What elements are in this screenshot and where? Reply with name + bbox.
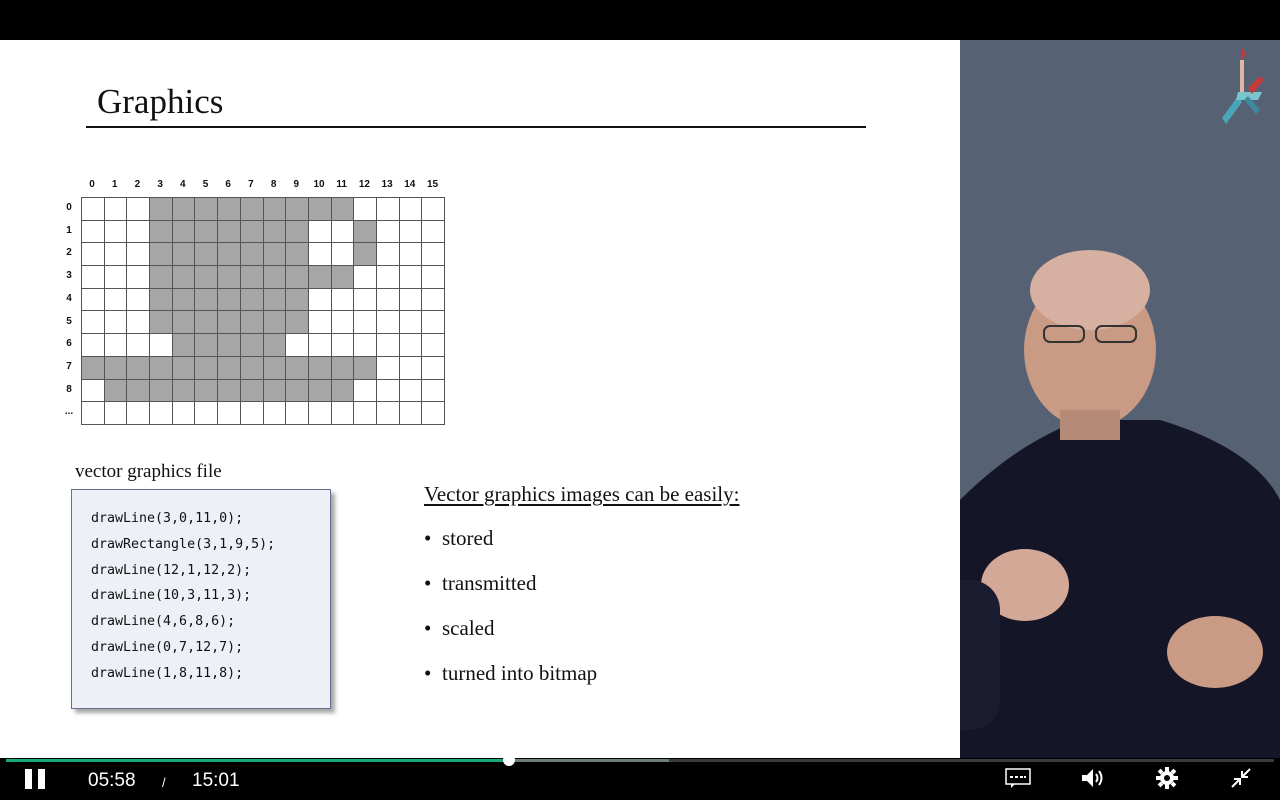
- grid-cell: [127, 198, 150, 221]
- grid-cell: [150, 334, 173, 357]
- presenter-video: [960, 40, 1280, 758]
- grid-cell: [309, 311, 332, 334]
- grid-cell: [127, 402, 150, 425]
- grid-cell: [377, 243, 400, 266]
- grid-cell: [105, 266, 128, 289]
- bullet-item: • transmitted: [424, 571, 537, 595]
- grid-cell: [173, 334, 196, 357]
- vector-code-box: [71, 489, 331, 709]
- grid-cell: [241, 402, 264, 425]
- grid-cell: [286, 289, 309, 312]
- grid-cell: [150, 266, 173, 289]
- grid-cell: [422, 289, 445, 312]
- grid-cell: [422, 311, 445, 334]
- presenter-figure: [960, 250, 1280, 758]
- grid-cell: [218, 243, 241, 266]
- grid-cell: [195, 198, 218, 221]
- grid-cell: [195, 380, 218, 403]
- grid-cell: [105, 221, 128, 244]
- grid-cell: [127, 380, 150, 403]
- bullet-text: stored: [442, 526, 494, 550]
- grid-cell: [173, 289, 196, 312]
- grid-cell: [195, 266, 218, 289]
- grid-cell: [82, 334, 105, 357]
- logo-icon: [1222, 48, 1264, 124]
- grid-cell: [400, 198, 423, 221]
- grid-cell: [150, 198, 173, 221]
- vector-heading: Vector graphics images can be easily:: [424, 482, 740, 506]
- grid-cell: [400, 380, 423, 403]
- progress-played: [6, 759, 509, 762]
- grid-cell: [264, 402, 287, 425]
- grid-row-label: ...: [64, 406, 74, 418]
- grid-cell: [218, 266, 241, 289]
- bullet-item: • stored: [424, 526, 494, 550]
- grid-column-label: 11: [336, 179, 347, 190]
- grid-cell: [82, 266, 105, 289]
- settings-icon[interactable]: [1155, 766, 1179, 790]
- exit-fullscreen-icon[interactable]: [1230, 767, 1252, 789]
- grid-cell: [422, 402, 445, 425]
- grid-column-label: 7: [248, 179, 254, 190]
- grid-cell: [400, 221, 423, 244]
- grid-cell: [309, 402, 332, 425]
- grid-cell: [422, 198, 445, 221]
- grid-cell: [286, 266, 309, 289]
- grid-cell: [150, 289, 173, 312]
- grid-cell: [241, 243, 264, 266]
- grid-cell: [173, 311, 196, 334]
- grid-column-label: 0: [89, 179, 95, 190]
- grid-cell: [354, 221, 377, 244]
- grid-row-label: 0: [66, 202, 72, 213]
- grid-cell: [173, 357, 196, 380]
- grid-cell: [309, 334, 332, 357]
- grid-cell: [286, 380, 309, 403]
- grid-cell: [195, 243, 218, 266]
- grid-row-label: 1: [66, 224, 72, 236]
- grid-cell: [218, 221, 241, 244]
- grid-cell: [332, 198, 355, 221]
- code-line: drawLine(4,6,8,6);: [91, 614, 236, 630]
- slide-title: Graphics: [97, 82, 224, 121]
- grid-cell: [127, 357, 150, 380]
- grid-cell: [241, 198, 264, 221]
- grid-cell: [127, 221, 150, 244]
- grid-column-label: 13: [381, 179, 393, 190]
- grid-cell: [422, 380, 445, 403]
- code-line: drawLine(3,0,11,0);: [91, 511, 244, 526]
- grid-cell: [264, 357, 287, 380]
- grid-cell: [241, 221, 264, 244]
- bullet-item: • turned into bitmap: [424, 661, 598, 685]
- time-separator: /: [162, 775, 166, 790]
- grid-cell: [105, 243, 128, 266]
- grid-cell: [377, 198, 400, 221]
- grid-cell: [195, 334, 218, 357]
- grid-cell: [377, 380, 400, 403]
- grid-row-label: 2: [66, 247, 72, 259]
- grid-cell: [82, 198, 105, 221]
- grid-cell: [354, 243, 377, 266]
- grid-cell: [173, 243, 196, 266]
- grid-cell: [286, 334, 309, 357]
- grid-cell: [309, 357, 332, 380]
- grid-cell: [264, 289, 287, 312]
- grid-cell: [195, 311, 218, 334]
- grid-cell: [332, 311, 355, 334]
- duration: 15:01: [192, 770, 240, 791]
- grid-cell: [195, 402, 218, 425]
- grid-cell: [422, 243, 445, 266]
- bullet-text: scaled: [442, 616, 495, 640]
- grid-cell: [218, 311, 241, 334]
- grid-column-label: 8: [270, 179, 277, 190]
- bitmap-grid: [81, 197, 445, 425]
- grid-cell: [264, 243, 287, 266]
- grid-cell: [354, 357, 377, 380]
- grid-cell: [241, 289, 264, 312]
- grid-cell: [241, 357, 264, 380]
- grid-column-label: 2: [134, 179, 141, 190]
- grid-row-label: 6: [66, 338, 72, 350]
- grid-column-label: 10: [313, 179, 325, 190]
- grid-cell: [218, 198, 241, 221]
- grid-cell: [105, 334, 128, 357]
- grid-cell: [218, 380, 241, 403]
- grid-cell: [354, 198, 377, 221]
- grid-row-label: 8: [66, 383, 72, 395]
- grid-cell: [400, 402, 423, 425]
- grid-cell: [354, 334, 377, 357]
- bullet-text: turned into bitmap: [442, 661, 598, 685]
- grid-cell: [82, 221, 105, 244]
- grid-cell: [286, 221, 309, 244]
- grid-cell: [286, 243, 309, 266]
- grid-cell: [332, 243, 355, 266]
- grid-cell: [82, 289, 105, 312]
- grid-column-label: 12: [358, 179, 370, 190]
- grid-cell: [105, 311, 128, 334]
- grid-cell: [105, 357, 128, 380]
- grid-cell: [127, 311, 150, 334]
- grid-cell: [377, 357, 400, 380]
- grid-cell: [286, 311, 309, 334]
- grid-column-label: 6: [225, 179, 231, 190]
- grid-cell: [150, 243, 173, 266]
- grid-cell: [264, 334, 287, 357]
- grid-column-label: 3: [157, 179, 163, 190]
- grid-cell: [150, 380, 173, 403]
- current-time: 05:58: [88, 770, 136, 791]
- grid-cell: [377, 289, 400, 312]
- grid-cell: [309, 289, 332, 312]
- presenter-panel: [960, 40, 1280, 758]
- grid-column-label: 1: [111, 179, 118, 190]
- grid-cell: [400, 334, 423, 357]
- grid-cell: [377, 311, 400, 334]
- grid-cell: [422, 266, 445, 289]
- grid-cell: [377, 334, 400, 357]
- bullet-item: • scaled: [424, 616, 495, 640]
- grid-cell: [218, 402, 241, 425]
- grid-cell: [195, 221, 218, 244]
- grid-cell: [332, 266, 355, 289]
- grid-cell: [400, 266, 423, 289]
- grid-column-label: 5: [202, 179, 209, 190]
- grid-row-label: 4: [66, 292, 72, 304]
- grid-cell: [150, 402, 173, 425]
- grid-cell: [309, 266, 332, 289]
- grid-column-label: 9: [293, 179, 300, 190]
- code-line: drawLine(0,7,12,7);: [91, 639, 244, 655]
- grid-cell: [150, 221, 173, 244]
- grid-cell: [400, 289, 423, 312]
- grid-row-label: 5: [66, 315, 72, 327]
- grid-cell: [332, 334, 355, 357]
- grid-cell: [400, 357, 423, 380]
- captions-icon[interactable]: [1005, 768, 1031, 788]
- grid-cell: [354, 266, 377, 289]
- grid-cell: [218, 289, 241, 312]
- grid-cell: [173, 198, 196, 221]
- grid-cell: [354, 289, 377, 312]
- grid-cell: [264, 311, 287, 334]
- grid-cell: [173, 221, 196, 244]
- grid-cell: [400, 243, 423, 266]
- grid-cell: [127, 243, 150, 266]
- grid-cell: [241, 311, 264, 334]
- grid-cell: [150, 311, 173, 334]
- grid-cell: [286, 357, 309, 380]
- grid-cell: [309, 221, 332, 244]
- grid-cell: [173, 402, 196, 425]
- grid-cell: [377, 402, 400, 425]
- code-line: drawLine(10,3,11,3);: [91, 588, 252, 604]
- code-line: drawLine(12,1,12,2);: [91, 562, 252, 578]
- grid-cell: [241, 380, 264, 403]
- grid-cell: [332, 357, 355, 380]
- grid-cell: [332, 289, 355, 312]
- grid-cell: [241, 266, 264, 289]
- grid-cell: [127, 289, 150, 312]
- grid-cell: [82, 357, 105, 380]
- grid-cell: [264, 266, 287, 289]
- grid-cell: [105, 380, 128, 403]
- grid-cell: [82, 311, 105, 334]
- grid-cell: [105, 402, 128, 425]
- grid-cell: [195, 357, 218, 380]
- grid-cell: [286, 198, 309, 221]
- grid-cell: [332, 380, 355, 403]
- grid-cell: [105, 198, 128, 221]
- grid-cell: [422, 334, 445, 357]
- grid-cell: [127, 266, 150, 289]
- grid-cell: [377, 266, 400, 289]
- code-line: drawRectangle(3,1,9,5);: [91, 536, 276, 552]
- grid-cell: [422, 221, 445, 244]
- grid-cell: [173, 266, 196, 289]
- grid-cell: [218, 357, 241, 380]
- grid-cell: [127, 334, 150, 357]
- grid-cell: [309, 198, 332, 221]
- grid-cell: [241, 334, 264, 357]
- grid-cell: [82, 402, 105, 425]
- grid-cell: [286, 402, 309, 425]
- vector-file-label: vector graphics file: [75, 461, 222, 482]
- grid-cell: [82, 243, 105, 266]
- grid-column-label: 15: [426, 179, 439, 190]
- grid-cell: [354, 380, 377, 403]
- volume-icon[interactable]: [1080, 767, 1106, 789]
- grid-cell: [377, 221, 400, 244]
- grid-cell: [309, 243, 332, 266]
- grid-cell: [354, 402, 377, 425]
- bullet-text: transmitted: [442, 571, 537, 595]
- grid-column-label: 4: [180, 179, 186, 190]
- grid-cell: [264, 221, 287, 244]
- code-line: drawLine(1,8,11,8);: [91, 665, 244, 681]
- title-divider: [86, 126, 866, 128]
- grid-cell: [173, 380, 196, 403]
- grid-cell: [422, 357, 445, 380]
- grid-cell: [105, 289, 128, 312]
- grid-cell: [332, 402, 355, 425]
- grid-cell: [354, 311, 377, 334]
- grid-cell: [218, 334, 241, 357]
- grid-cell: [332, 221, 355, 244]
- grid-cell: [400, 311, 423, 334]
- grid-cell: [309, 380, 332, 403]
- grid-cell: [150, 357, 173, 380]
- grid-cell: [264, 198, 287, 221]
- grid-row-label: 3: [66, 270, 72, 282]
- pause-icon[interactable]: [24, 768, 48, 790]
- grid-cell: [264, 380, 287, 403]
- grid-cell: [195, 289, 218, 312]
- grid-column-label: 14: [404, 179, 416, 190]
- grid-row-label: 7: [66, 360, 72, 372]
- grid-cell: [82, 380, 105, 403]
